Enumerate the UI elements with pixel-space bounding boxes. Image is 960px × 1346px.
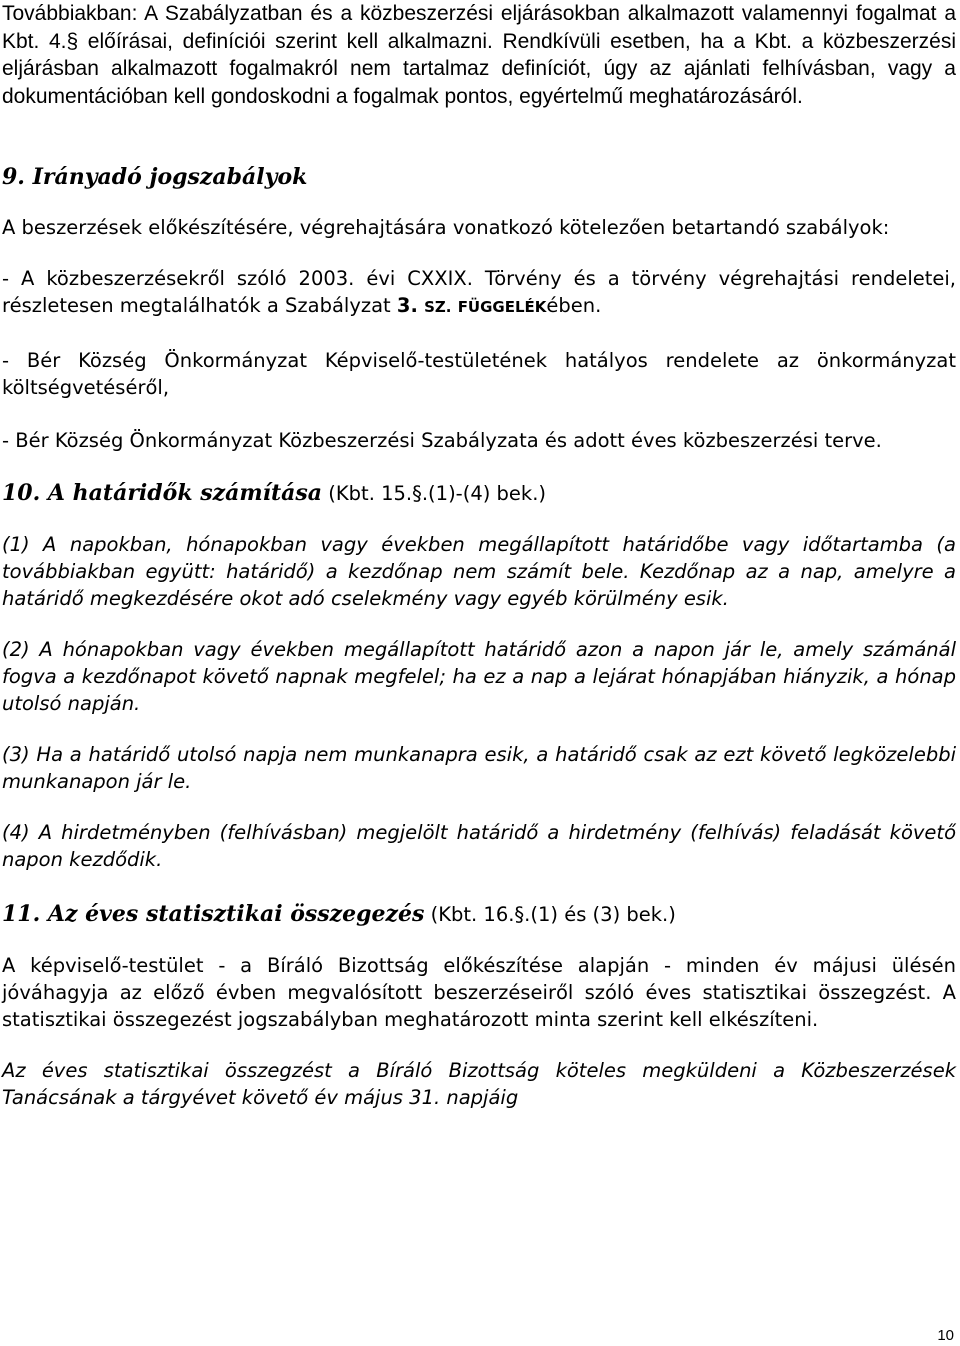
appendix-sz: SZ. bbox=[424, 298, 452, 316]
section-9-intro: A beszerzések előkészítésére, végrehajtására vonatkozó kötelezően betartandó szabályok: bbox=[2, 216, 890, 239]
appendix-number: 3. bbox=[396, 294, 418, 317]
section-11-paragraph-1: A képviselő-testület - a Bíráló Bizottság előkészítése alapján - minden év májusi ülésén jóváhagyja az előző évben megvalósított beszerzéseiről szóló éves statisztikai összegzést. A statisztikai összegezést jogszabályban meghatározott minta szerint kell elkészíteni. bbox=[2, 954, 956, 1031]
section-10-paragraph-3: (3) Ha a határidő utolsó napja nem munkanapra esik, a határidő csak az ezt követő legközelebbi munkanapon jár le. bbox=[2, 743, 956, 793]
section-9-item-3: - Bér Község Önkormányzat Közbeszerzési Szabályzata és adott éves közbeszerzési terve. bbox=[2, 429, 882, 452]
document-page bbox=[2, 0, 956, 1111]
section-10-paragraph-1: (1) A napokban, hónapokban vagy években megállapított határidőbe vagy időtartamba (a továbbiakban együtt: határidő) a kezdőnap nem számít bele. Kezdőnap az a nap, amelyre a határidő megkezdésére okot adó cselekmény vagy egyéb körülmény esik. bbox=[2, 533, 956, 610]
item-1-text: - A közbeszerzésekről szóló 2003. évi CXXIX. Törvény és a törvény végrehajtási rendeletei, részletesen megtalálhatók a Szabályzat bbox=[2, 267, 956, 317]
appendix-label: FÜGGELÉK bbox=[457, 298, 547, 316]
section-11-paragraph-2: Az éves statisztikai összegzést a Bíráló Bizottság köteles megküldeni a Közbeszerzések Tanácsának a tárgyévet követő év május 31. napjáig bbox=[2, 1059, 956, 1109]
section-10-paragraph-2: (2) A hónapokban vagy években megállapított határidő azon a napon jár le, amely számánál fogva a kezdőnapot követő napnak megfelel; ha ez a nap a lejárat hónapjában hiányzik, a hónap utolsó napján. bbox=[2, 638, 956, 715]
section-9-heading: 9. Irányadó jogszabályok bbox=[2, 164, 308, 190]
section-9-item-1 bbox=[2, 265, 956, 321]
section-11-title: 11. Az éves statisztikai összegezés bbox=[2, 901, 425, 927]
page-number: 10 bbox=[937, 1327, 954, 1344]
section-11-reference: (Kbt. 16.§.(1) és (3) bek.) bbox=[424, 903, 676, 926]
appendix-suffix: ében. bbox=[546, 294, 602, 317]
section-10-reference: (Kbt. 15.§.(1)-(4) bek.) bbox=[322, 482, 547, 505]
section-10-title: 10. A határidők számítása bbox=[2, 480, 323, 506]
section-10-paragraph-4: (4) A hirdetményben (felhívásban) megjelölt határidő a hirdetmény (felhívás) feladását követő napon kezdődik. bbox=[2, 821, 956, 871]
section-11-heading bbox=[2, 899, 956, 930]
intro-paragraph: Továbbiakban: A Szabályzatban és a közbeszerzési eljárásokban alkalmazott valamennyi fogalmat a Kbt. 4.§ előírásai, definíciói szerint kell alkalmazni. Rendkívüli esetben, ha a Kbt. a közbeszerzési eljárásban alkalmazott fogalmakról nem tartalmaz definíciót, úgy az ajánlati felhívásban, vagy a dokumentációban kell gondoskodni a fogalmak pontos, egyértelmű meghatározásáról. bbox=[2, 2, 956, 108]
section-10-heading bbox=[2, 478, 956, 509]
section-9-item-2: - Bér Község Önkormányzat Képviselő-testületének hatályos rendelete az önkormányzat költségvetéséről, bbox=[2, 349, 956, 399]
